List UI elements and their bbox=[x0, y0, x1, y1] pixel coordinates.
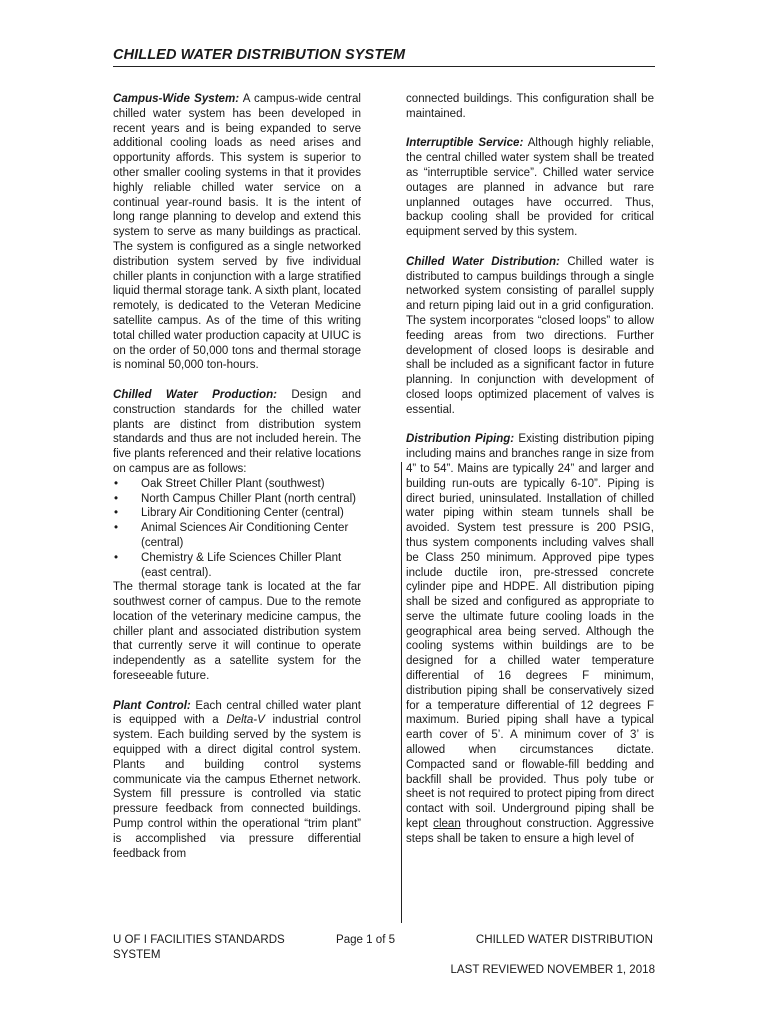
plant-list bbox=[113, 477, 361, 581]
section-heading: Campus-Wide System: bbox=[113, 93, 240, 105]
list-item: • North Campus Chiller Plant (north central) bbox=[141, 492, 361, 507]
section-plant-control bbox=[113, 699, 361, 862]
section-body-continued: industrial control system. Each building served by the system is equipped with a direct digital control system. Plants and building control systems communicate via the campus Ethernet network. System fill pressure is controlled via static pressure feedback from connected buildings. Pump control within the operational “trim plant” is accomplished via pressure differential feedback from bbox=[113, 714, 361, 860]
footer-page-number: Page 1 of 5 bbox=[336, 934, 396, 946]
section-distribution-piping bbox=[406, 432, 654, 846]
list-item: • Chemistry & Life Sciences Chiller Plant (east central). bbox=[141, 551, 361, 581]
section-body: Each central chilled water plant is equipped with a bbox=[113, 699, 361, 727]
section-heading: Plant Control: bbox=[113, 699, 191, 712]
section-body: Design and construction standards for the chilled water plants are distinct from distribution system standards and thus are not included herein. The five plants referenced and their relative locations on campus are as follows: bbox=[113, 388, 361, 475]
footer-section-name: CHILLED WATER DISTRIBUTION bbox=[475, 934, 653, 946]
section-heading: Chilled Water Production: bbox=[113, 388, 277, 401]
section-chilled-water-distribution bbox=[406, 255, 654, 418]
continued-paragraph: connected buildings. This configuration shall be maintained. bbox=[406, 93, 654, 120]
control-system-name: Delta-V bbox=[226, 714, 265, 727]
left-column bbox=[113, 92, 361, 876]
section-campus-wide-system bbox=[113, 92, 361, 373]
footer-standards-label: U OF I FACILITIES STANDARDS SYSTEM bbox=[113, 934, 285, 961]
section-heading: Chilled Water Distribution: bbox=[406, 255, 560, 268]
section-heading: Interruptible Service: bbox=[406, 137, 524, 150]
thermal-storage-paragraph: The thermal storage tank is located at the far southwest corner of campus. Due to the remote location of the veterinary medicine campus, the chiller plant and associated distribution system that currently serve it will continue to operate independently as a satellite system for the foreseeable future. bbox=[113, 581, 361, 683]
section-body: A campus-wide central chilled water system has been developed in recent years and is being expanded to serve additional cooling loads as need arises and opportunity affords. This system is superior to other smaller cooling systems in that it provides highly reliable chilled water service on a continual year-round basis. It is the intent of long range planning to develop and extend this system to serve as many buildings as practical. The system is configured as a single networked distribution system served by five individual chiller plants in conjunction with a large stratified liquid thermal storage tank. A sixth plant, located remotely, is dedicated to the Veteran Medicine satellite campus. As of the time of this writing total chilled water production capacity at UIUC is on the order of 50,000 tons and thermal storage is nominal 50,000 ton-hours. bbox=[113, 93, 361, 372]
section-chilled-water-production bbox=[113, 388, 361, 477]
list-item: • Animal Sciences Air Conditioning Center (central) bbox=[141, 521, 361, 551]
section-body: Although highly reliable, the central chilled water system shall be treated as “interruptible service”. Chilled water service outages are planned in advance but rare unplanned outages have occurred. Thus, backup cooling shall be provided for critical equipment served by this system. bbox=[406, 137, 654, 239]
section-body-continued: throughout construction. Aggressive steps shall be taken to ensure a high level of bbox=[406, 818, 654, 845]
footer-last-reviewed: LAST REVIEWED NOVEMBER 1, 2018 bbox=[450, 964, 655, 976]
list-item: • Library Air Conditioning Center (central) bbox=[141, 506, 361, 521]
emphasis-clean: clean bbox=[433, 818, 461, 831]
section-body: Existing distribution piping including mains and branches range in size from 4” to 54”. Mains are typically 24” and larger and building run-outs are typically 6-10”. Piping is direct buried, uninsulated. Installation of chilled water piping within steam tunnels shall be avoided. System test pressure is 200 PSIG, thus system components including valves shall be Class 250 minimum. Approved pipe types include ductile iron, pre-stressed concrete cylinder pipe and HDPE. All distribution piping shall be sized and configured as appropriate to serve the ultimate future cooling loads in the geographical area being served. Although the cooling systems within buildings are to be designed for a chilled water temperature differential of 16 degrees F minimum, distribution piping shall be conservatively sized for a temperature differential of 12 degrees F maximum. Buried piping shall have a typical earth cover of 5’. A minimum cover of 3’ is allowed when circumstances dictate. Compacted sand or flowable-fill bedding and backfill shall be provided. Thus poly tube or sheet is not required to protect piping from direct contact with soil. Underground piping shall be kept bbox=[406, 433, 654, 831]
right-column bbox=[406, 92, 654, 861]
page-title: CHILLED WATER DISTRIBUTION SYSTEM bbox=[113, 46, 655, 67]
section-body: Chilled water is distributed to campus buildings through a single networked system consisting of parallel supply and return piping laid out in a grid configuration. The system incorporates “closed loops” to allow feeding areas from two directions. Further development of closed loops is desirable and shall be included as a significant factor in future planning. In conjunction with development of closed loops optimized placement of valves is essential. bbox=[406, 255, 654, 416]
section-heading: Distribution Piping: bbox=[406, 433, 515, 446]
list-item: • Oak Street Chiller Plant (southwest) bbox=[141, 477, 361, 492]
section-interruptible-service bbox=[406, 136, 654, 240]
revision-bar bbox=[401, 462, 402, 923]
